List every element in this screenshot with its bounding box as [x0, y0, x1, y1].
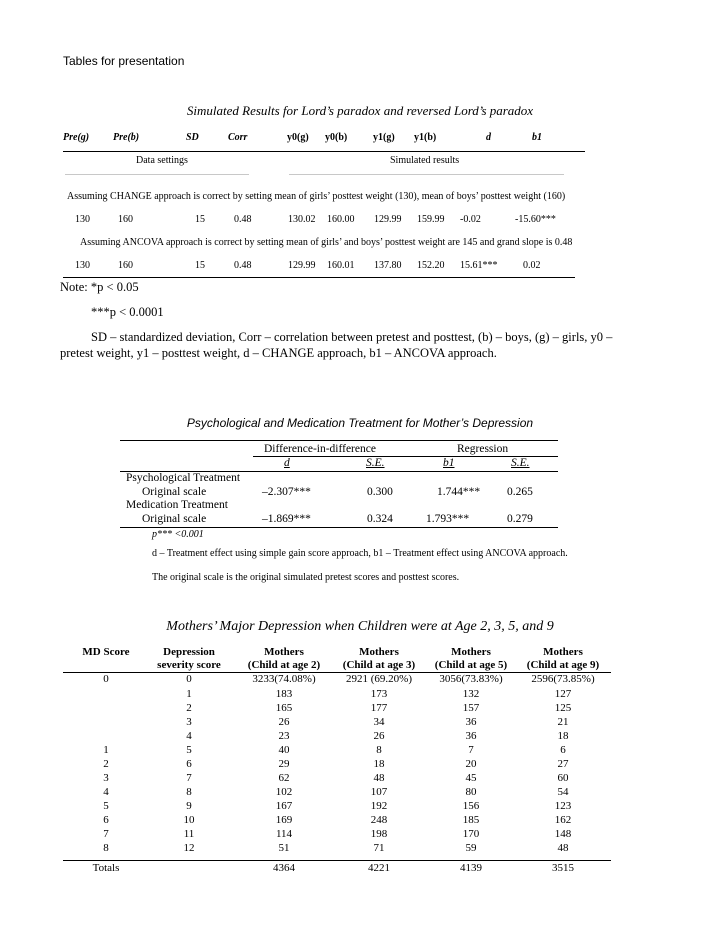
table3-cell: 11	[183, 828, 195, 840]
table3-title: Mothers’ Major Depression when Children were at Age 2, 3, 5, and 9	[166, 619, 554, 634]
table2-cell: 0.279	[507, 513, 533, 525]
table2-subheader-b1: b1	[443, 457, 455, 469]
table2-subheader-se2: S.E.	[511, 457, 530, 469]
table3-cell: 248	[370, 814, 388, 826]
table1-row2-cell: 15	[195, 260, 205, 271]
table3-header-md-score: MD Score	[82, 646, 130, 658]
table3-cell: 2	[186, 702, 192, 714]
page-header: Tables for presentation	[63, 54, 185, 68]
table3-cell: 114	[275, 828, 293, 840]
table1-row1-cell: -15.60***	[515, 214, 556, 225]
table1-header-pre-g: Pre(g)	[63, 132, 90, 143]
table1-row1-cell: -0.02	[460, 214, 481, 225]
table2-cell: –1.869***	[262, 513, 311, 525]
table3-cell: 7	[186, 772, 192, 784]
table3-totals-cell: 4221	[368, 862, 390, 874]
table1-row2-cell: 137.80	[374, 260, 402, 271]
table3-cell: 60	[557, 772, 569, 784]
table3-cell: 51	[278, 842, 290, 854]
table3-cell: 2596(73.85%)	[531, 673, 595, 685]
table3-cell: 183	[275, 688, 293, 700]
table3-cell: 62	[278, 772, 290, 784]
table1-header-y0g: y0(g)	[287, 132, 309, 143]
table3-cell: 3233(74.08%)	[252, 673, 316, 685]
table3-header-age2: Mothers	[264, 646, 304, 658]
table3-cell: 127	[554, 688, 572, 700]
table3-cell: 80	[465, 786, 477, 798]
table3-cell: 177	[370, 702, 388, 714]
table1-group-left-rule	[65, 174, 249, 175]
table3-cell: 1	[103, 744, 109, 756]
table3-totals-cell: 4139	[460, 862, 482, 874]
table3-cell: 6	[560, 744, 566, 756]
table3-cell: 8	[103, 842, 109, 854]
table3-cell: 4	[186, 730, 192, 742]
table3-cell: 167	[275, 800, 293, 812]
table2-subheader-d: d	[284, 457, 290, 469]
table3-cell: 2921 (69.20%)	[346, 673, 412, 685]
table3-cell: 156	[462, 800, 480, 812]
table1-header-y0b: y0(b)	[325, 132, 348, 143]
table1-row1-cell: 159.99	[417, 214, 445, 225]
table3-cell: 6	[103, 814, 109, 826]
table3-cell: 2	[103, 758, 109, 770]
table2-cell: 0.265	[507, 486, 533, 498]
table3-cell: 185	[462, 814, 480, 826]
table3-cell: 148	[554, 828, 572, 840]
table3-cell: 21	[557, 716, 569, 728]
table3-header-age5-2: (Child at age 5)	[434, 659, 508, 671]
table1-row2-cell: 0.02	[523, 260, 541, 271]
table3-cell: 10	[183, 814, 195, 826]
table3-header-severity: Depression	[163, 646, 215, 658]
table3-cell: 29	[278, 758, 290, 770]
table2-cell: 1.793***	[426, 513, 470, 525]
table2-row-label: Original scale	[142, 486, 207, 498]
table3-cell: 18	[557, 730, 569, 742]
table3-cell: 198	[370, 828, 388, 840]
table3-cell: 5	[103, 800, 109, 812]
table3-cell: 18	[373, 758, 385, 770]
table3-cell: 36	[465, 716, 477, 728]
table2-group-right: Regression	[457, 443, 509, 455]
table3-cell: 26	[373, 730, 385, 742]
table1-header-y1g: y1(g)	[373, 132, 395, 143]
table2-cell: –2.307***	[262, 486, 311, 498]
table3-cell: 165	[275, 702, 293, 714]
table3-cell: 9	[186, 800, 192, 812]
table1-row1-cell: 0.48	[234, 214, 252, 225]
table2-note1: d – Treatment effect using simple gain score approach, b1 – Treatment effect using ANCOVA approach.	[152, 548, 568, 559]
table3-header-age5: Mothers	[451, 646, 491, 658]
table3-totals-cell: 4364	[273, 862, 295, 874]
table1-section1: Assuming CHANGE approach is correct by setting mean of girls’ posttest weight (130), mean of boys’ posttest weight (160)	[67, 191, 566, 202]
table3-cell: 169	[275, 814, 293, 826]
table1-header-b1-text: b1	[532, 132, 542, 143]
table2-group-left: Difference-in-difference	[264, 443, 376, 455]
table3-cell: 23	[278, 730, 290, 742]
table1-header-d: d	[486, 132, 491, 143]
table3-cell: 48	[373, 772, 385, 784]
table3-cell: 107	[370, 786, 388, 798]
table2-title: Psychological and Medication Treatment for Mother’s Depression	[186, 416, 534, 430]
table3-cell: 36	[465, 730, 477, 742]
table1-row2-cell: 160.01	[327, 260, 355, 271]
table1-header-sd: SD	[186, 132, 199, 143]
table3-header-severity-2: severity score	[157, 659, 221, 671]
table3-header-age3: Mothers	[359, 646, 399, 658]
table3-cell: 8	[376, 744, 382, 756]
table3-cell: 48	[557, 842, 569, 854]
table1-row1-cell: 130.02	[288, 214, 316, 225]
table3-cell: 157	[462, 702, 480, 714]
table3-cell: 59	[465, 842, 477, 854]
table3-cell: 123	[554, 800, 572, 812]
table3-totals-cell: 3515	[552, 862, 574, 874]
table3-cell: 20	[465, 758, 477, 770]
table3-totals-label: Totals	[92, 862, 120, 874]
table1-row1-cell: 160.00	[327, 214, 355, 225]
table3-cell: 162	[554, 814, 572, 826]
table3-cell: 0	[186, 673, 192, 685]
table3-cell: 27	[557, 758, 569, 770]
table3-header-age9-2: (Child at age 9)	[526, 659, 600, 671]
table3-cell: 132	[462, 688, 480, 700]
table1-row2-cell: 129.99	[288, 260, 316, 271]
table3-cell: 8	[186, 786, 192, 798]
table3-cell: 7	[468, 744, 474, 756]
table1-note3-line2: pretest weight, y1 – posttest weight, d – CHANGE approach, b1 – ANCOVA approach.	[60, 346, 497, 360]
table1-title: Simulated Results for Lord’s paradox and reversed Lord’s paradox	[186, 103, 534, 118]
table1-group-right-rule	[289, 174, 564, 175]
table2-cell: 0.324	[367, 513, 393, 525]
table1-header-b1	[532, 132, 542, 143]
table3-cell: 26	[278, 716, 290, 728]
table1-row2-cell: 152.20	[417, 260, 445, 271]
table1-bottom-rule	[63, 277, 575, 278]
table1-row2-cell: 130	[75, 260, 90, 271]
table3-cell: 3	[103, 772, 109, 784]
table3-cell: 1	[186, 688, 192, 700]
table3-header-age3-2: (Child at age 3)	[342, 659, 416, 671]
table3-cell: 192	[370, 800, 388, 812]
table3-cell: 125	[554, 702, 572, 714]
table3-bottom-rule	[63, 860, 611, 861]
table1-group-right: Simulated results	[390, 155, 460, 166]
table3-cell: 3	[186, 716, 192, 728]
table2-top-rule	[120, 440, 558, 441]
table1-note1: Note: *p < 0.05	[60, 280, 139, 294]
table3-cell: 102	[275, 786, 293, 798]
table3-cell: 173	[370, 688, 388, 700]
table2-row-label: Medication Treatment	[126, 499, 228, 511]
table2-pnote: p*** <0.001	[152, 529, 204, 540]
table1-note3-line1: SD – standardized deviation, Corr – correlation between pretest and posttest, (b) – boys, (g) – girls, y0 –	[91, 330, 613, 344]
table2-bottom-rule	[120, 527, 558, 528]
table3-cell: 5	[186, 744, 192, 756]
table1-section2: Assuming ANCOVA approach is correct by setting mean of girls’ and boys’ posttest weight are 145 and grand slope is 0.48	[80, 237, 573, 248]
table2-row-label: Original scale	[142, 513, 207, 525]
table2-cell: 1.744***	[437, 486, 481, 498]
table1-row1-cell: 130	[75, 214, 90, 225]
table1-row1-cell: 129.99	[374, 214, 402, 225]
table1-row1-cell: 160	[118, 214, 133, 225]
table3-cell: 54	[557, 786, 569, 798]
table1-top-rule	[63, 151, 585, 152]
table2-row-label: Psychological Treatment	[126, 472, 241, 484]
table3-cell: 40	[278, 744, 290, 756]
table3-cell: 3056(73.83%)	[439, 673, 503, 685]
table1-row2-cell: 160	[118, 260, 133, 271]
table3-header-age2-2: (Child at age 2)	[247, 659, 321, 671]
table1-header-corr: Corr	[228, 132, 248, 143]
table3-cell: 6	[186, 758, 192, 770]
table3-cell: 71	[373, 842, 385, 854]
table1-header-pre-b: Pre(b)	[113, 132, 140, 143]
table1-row2-cell: 0.48	[234, 260, 252, 271]
table1-note2: ***p < 0.0001	[91, 305, 164, 319]
table3-cell: 170	[462, 828, 480, 840]
table1-group-left: Data settings	[136, 155, 188, 166]
table2-subheader-se1: S.E.	[366, 457, 385, 469]
table1-row2-cell: 15.61***	[460, 260, 498, 271]
table3-cell: 7	[103, 828, 109, 840]
table1-header-y1b: y1(b)	[414, 132, 437, 143]
table3-cell: 0	[103, 673, 109, 685]
table3-cell: 12	[183, 842, 195, 854]
table2-note2: The original scale is the original simulated pretest scores and posttest scores.	[152, 572, 460, 583]
table3-header-age9: Mothers	[543, 646, 583, 658]
table2-cell: 0.300	[367, 486, 393, 498]
table3-cell: 4	[103, 786, 109, 798]
table1-row1-cell: 15	[195, 214, 205, 225]
table3-cell: 45	[465, 772, 477, 784]
table3-cell: 34	[373, 716, 385, 728]
